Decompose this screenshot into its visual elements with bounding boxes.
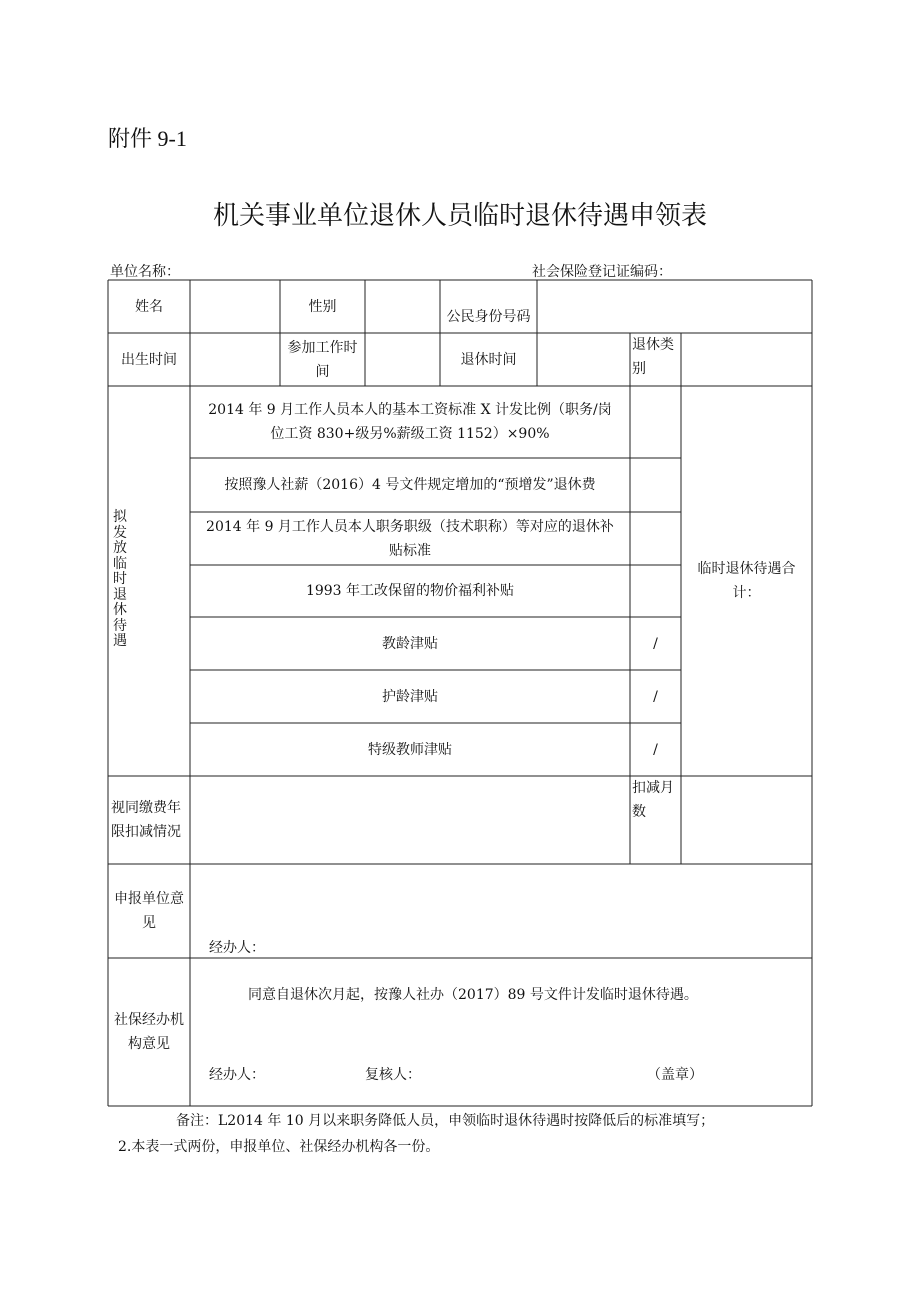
retire-type-label-line2: 别	[632, 361, 646, 377]
item-price-welfare-value[interactable]	[630, 565, 681, 617]
agency-statement: 同意自退休次月起，按豫人社办（2017）89 号文件计发临时退休待遇。	[248, 987, 698, 1003]
deduction-months-label-line2: 数	[632, 804, 646, 820]
benefit-total-line1: 临时退休待遇合	[697, 561, 796, 577]
birth-date-field[interactable]	[190, 333, 280, 386]
retire-type-field[interactable]	[681, 333, 812, 386]
deduction-months-label-line1: 扣减月	[632, 780, 674, 796]
proposed-benefits-side-label: 拟发放临时退休待遇	[113, 509, 127, 649]
gender-label: 性别	[308, 298, 337, 315]
work-start-label	[280, 333, 365, 386]
id-number-field[interactable]	[537, 280, 812, 333]
work-start-label-line1: 参加工作时	[287, 339, 358, 356]
name-label: 姓名	[135, 298, 163, 315]
applicant-opinion-field[interactable]	[190, 864, 812, 958]
item-nursing-allowance-value: /	[653, 688, 658, 705]
work-start-label-line2: 间	[315, 363, 330, 380]
agency-handler-label: 经办人：	[209, 1067, 265, 1083]
deduction-label-line2: 限扣减情况	[111, 824, 181, 840]
item-rank-subsidy-value[interactable]	[630, 512, 681, 565]
work-start-field[interactable]	[365, 333, 440, 386]
item-price-welfare: 1993 年工改保留的物价福利补贴	[305, 583, 515, 599]
agency-seal-label: （盖章）	[647, 1067, 703, 1083]
benefit-total[interactable]	[681, 386, 812, 776]
deduction-months-label	[632, 776, 681, 864]
notes-line1: 备注：L2014 年 10 月以来职务降低人员，申领临时退休待遇时按降低后的标准填写；	[176, 1113, 715, 1129]
unit-name-label: 单位名称：	[110, 264, 180, 280]
retire-type-label-line1: 退休类	[632, 337, 674, 353]
deduction-label	[111, 776, 190, 864]
item-basic-salary-line1: 2014 年 9 月工作人员本人的基本工资标准 X 计发比例（职务/岗	[208, 402, 612, 418]
item-special-teacher-allowance: 特级教师津贴	[368, 741, 452, 758]
gender-field[interactable]	[365, 280, 440, 333]
item-basic-salary	[190, 398, 630, 446]
deduction-label-line1: 视同缴费年	[111, 800, 181, 816]
applicant-opinion-label-line1: 申报单位意	[114, 891, 184, 907]
item-rank-subsidy	[190, 512, 630, 565]
birth-date-label: 出生时间	[121, 351, 177, 368]
agency-opinion-label-line1: 社保经办机	[114, 1012, 184, 1028]
name-field[interactable]	[190, 280, 280, 333]
item-pre-increase: 按照豫人社薪（2016）4 号文件规定增加的“预增发”退休费	[224, 477, 596, 493]
retire-type-label	[632, 333, 681, 386]
retire-time-label: 退休时间	[460, 351, 517, 368]
item-rank-subsidy-line1: 2014 年 9 月工作人员本人职务职级（技术职称）等对应的退休补	[206, 518, 614, 535]
benefit-total-line2: 计：	[732, 585, 761, 601]
attachment-label: 附件 9-1	[108, 126, 187, 151]
agency-reviewer-label: 复核人：	[365, 1067, 421, 1083]
form-title: 机关事业单位退休人员临时退休待遇申领表	[212, 201, 707, 231]
deduction-months-field[interactable]	[681, 776, 812, 864]
social-security-code-label: 社会保险登记证编码：	[532, 264, 672, 280]
item-rank-subsidy-line2: 贴标准	[389, 542, 431, 559]
agency-opinion-label-line2: 构意见	[128, 1036, 170, 1052]
retire-time-field[interactable]	[537, 333, 630, 386]
applicant-handler-label: 经办人：	[209, 940, 265, 956]
item-special-teacher-allowance-value: /	[653, 741, 658, 758]
notes-line2: 2.本表一式两份，申报单位、社保经办机构各一份。	[118, 1139, 440, 1155]
item-basic-salary-line2: 位工资 830+级另%薪级工资 1152）×90%	[270, 426, 550, 442]
agency-opinion-label	[108, 958, 190, 1106]
item-nursing-allowance: 护龄津贴	[382, 688, 438, 705]
applicant-opinion-label-line2: 见	[142, 915, 156, 931]
deduction-field[interactable]	[190, 776, 630, 864]
item-pre-increase-value[interactable]	[630, 458, 681, 512]
item-teaching-allowance-value: /	[653, 635, 658, 652]
id-number-label: 公民身份号码	[446, 308, 531, 325]
applicant-opinion-label	[108, 864, 190, 958]
item-teaching-allowance: 教龄津贴	[382, 635, 438, 652]
item-basic-salary-value[interactable]	[630, 386, 681, 458]
